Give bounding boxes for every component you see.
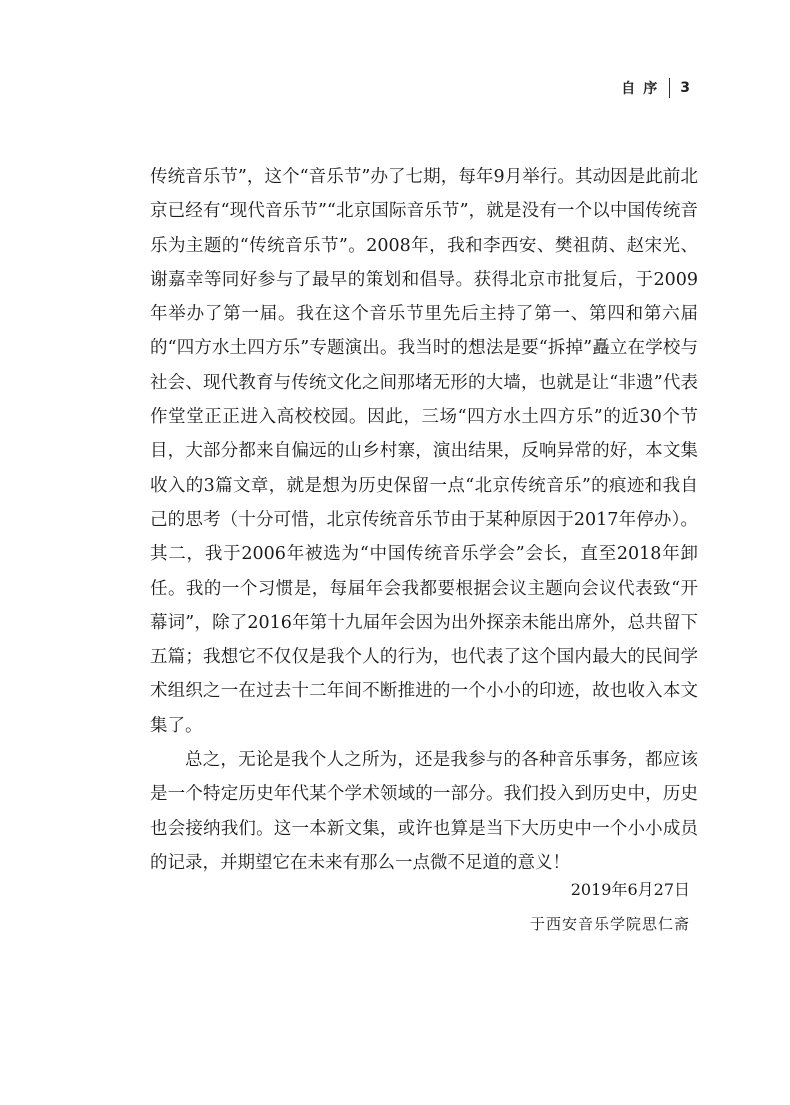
signature-place: 于西安音乐学院思仁斋 (529, 915, 690, 933)
section-title: 自序 (621, 81, 666, 97)
paragraph-continued: 传统音乐节”，这个“音乐节”办了七期，每年9月举行。其动因是此前北京已经有“现代音乐节”“北京国际音乐节”，就是没有一个以中国传统音乐为主题的“传统音乐节”。2008年，我和李西安、樊祖荫、赵宋光、谢嘉幸等同好参与了最早的策划和倡导。获得北京市批复后，于2009年举办了第一届。我在这个音乐节里先后主持了第一、第四和第六届的“四方水土四方乐”专题演出。我当时的想法是要“拆掉”矗立在学校与社会、现代教育与传统文化之间那堵无形的大墙，也就是让“非遗”代表作堂堂正正进入高校校园。因此，三场“四方水土四方乐”的近30个节目，大部分都来自偏远的山乡村寨，演出结果，反响异常的好，本文集收入的3篇文章，就是想为历史保留一点“北京传统音乐”的痕迹和我自己的思考（十分可惜，北京传统音乐节由于某种原因于2017年停办）。其二，我于2006年被选为“中国传统音乐学会”会长，直至2018年卸任。我的一个习惯是，每届年会我都要根据会议主题向会议代表致“开幕词”，除了2016年第十九届年会因为出外探亲未能出席外，总共留下五篇；我想它不仅仅是我个人的行为，也代表了这个国内最大的民间学术组织之一在过去十二年间不断推进的一个小小的印迹，故也收入本文集了。 (150, 167, 698, 736)
header-divider (669, 78, 670, 98)
signature-block (530, 873, 690, 941)
signature-date: 2019年6月27日 (570, 880, 690, 899)
page-number: 3 (680, 80, 690, 96)
body-text (150, 160, 698, 880)
running-header (621, 78, 690, 98)
paragraph-conclusion: 总之，无论是我个人之所为，还是我参与的各种音乐事务，都应该是一个特定历史年代某个学术领域的一部分。我们投入到历史中，历史也会接纳我们。这一本新文集，或许也算是当下大历史中一个小小成员的记录，并期望它在未来有那么一点微不足道的意义！ (150, 750, 698, 873)
